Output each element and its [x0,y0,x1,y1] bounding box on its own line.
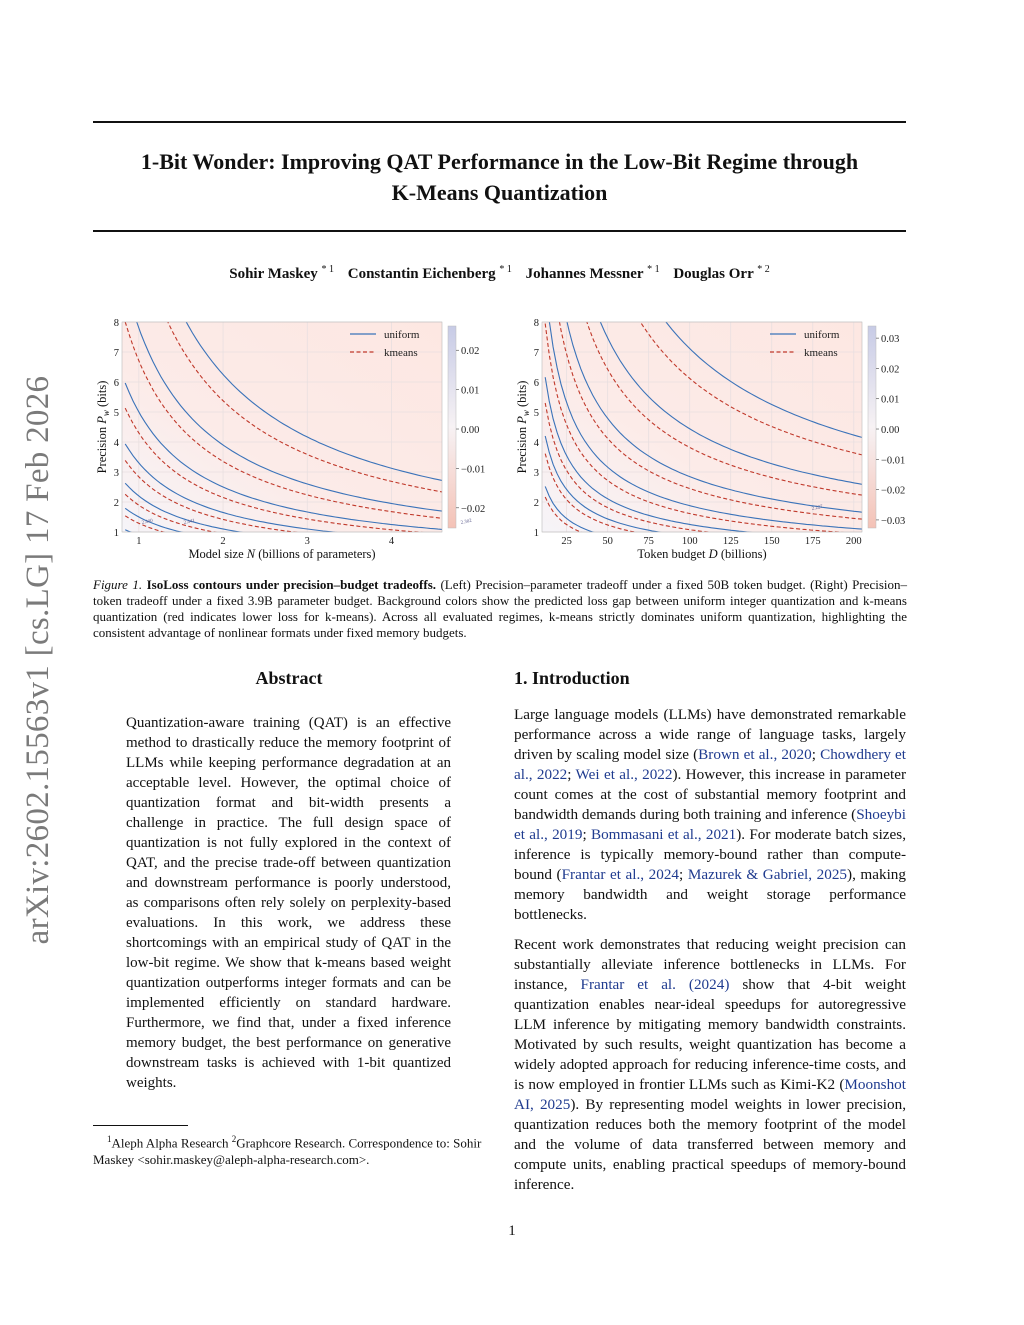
y-tick-label: 6 [533,378,539,389]
intro-paragraph-2: Recent work demonstrates that reducing weight precision can substantially alleviate inference bottlenecks in LLMs. For instance, Frantar et al. (2024) show that 4-bit weight quantization enables near-ideal speedups for autoregressive LLM inference by mitigating memory bandwidth constraints. Motivated by such results, weight quantization has become a widely adopted approach for reducing inference-time costs, and is now employed in frontier LLMs such as Kimi-K2 (Moonshot AI, 2025). By representing model weights in lower precision, quantization reduces both the memory footprint of the model and the volume of data transferred between memory and compute units, enabling practical speedups of memory-bound inference. [514,936,906,1193]
x-tick-label: 150 [763,536,780,547]
x-tick-label: 75 [643,536,654,547]
y-axis-label [515,381,531,474]
x-tick-label: 100 [681,536,698,547]
y-tick-label: 5 [533,408,539,419]
abstract-heading: Abstract [255,668,323,688]
legend-kmeans-label: kmeans [804,347,838,359]
legend-uniform-label: uniform [804,329,840,341]
colorbar-tick-label: 0.00 [881,425,900,437]
y-axis-label-part: (bits) [515,380,529,411]
x-tick-label: 50 [602,536,613,547]
y-tick-label: 7 [533,348,539,359]
author: Johannes Messner $^{* 1}$ [525,264,660,282]
y-axis-label [95,381,111,474]
author: Douglas Orr $^{* 2}$ [673,264,770,282]
y-axis-label-part: P [95,416,109,424]
y-tick-label: 3 [113,468,119,479]
colorbar-tick-label: 0.00 [461,425,480,437]
citation-link[interactable]: Wei et al., 2022 [575,766,673,783]
citation-link[interactable]: Bommasani et al., 2021 [590,826,737,843]
caption-label: Figure 1. [93,577,143,592]
colorbar-tick-label: −0.02 [461,503,486,515]
x-tick-label: 1 [136,536,142,547]
author-list [93,264,906,283]
introduction-body [514,705,906,1205]
colorbar [448,326,456,528]
colorbar [868,326,876,528]
colorbar-tick-label: −0.03 [881,515,906,527]
x-axis-label-text: (billions) [717,547,767,561]
colorbar-tick-label: −0.01 [461,464,486,476]
section-heading: 1. Introduction [514,668,630,688]
colorbar-tick-label: 0.01 [461,385,480,397]
colorbar-tick-label: 0.03 [881,334,900,346]
legend-kmeans-label: kmeans [384,347,418,359]
x-tick-label: 4 [388,536,395,547]
y-tick-label: 4 [533,438,539,449]
title-line-1: 1-Bit Wonder: Improving QAT Performance in the Low-Bit Regime through [140,149,859,174]
y-axis-label-part: (bits) [95,380,109,411]
isoloss-chart-left [92,310,492,570]
x-axis-label [637,547,766,561]
y-tick-label: 7 [113,348,119,359]
y-tick-label: 8 [113,318,119,329]
x-axis-label-var: D [708,547,718,561]
figure-caption [93,577,907,641]
y-tick-label: 5 [113,408,119,419]
colorbar-tick-label: 0.01 [881,394,900,406]
citation-link[interactable]: Moonshot AI, 2025 [514,1076,906,1113]
y-tick-label: 3 [533,468,539,479]
x-tick-label: 175 [804,536,821,547]
title-line-2: K-Means Quantization [391,180,608,205]
page-number: 1 [508,1223,516,1239]
citation-link[interactable]: Frantar et al. (2024) [580,976,730,993]
x-tick-label: 125 [722,536,739,547]
y-tick-label: 1 [533,528,539,539]
paper-title [93,146,906,208]
footnote-rule [93,1125,188,1126]
x-tick-label: 25 [561,536,572,547]
title-rule-bottom [93,230,906,232]
y-tick-label: 8 [533,318,539,329]
contour-label: 2.302 [460,518,473,526]
footnote: $^1$Aleph Alpha Research $^2$Graphcore Research. Correspondence to: Sohir Maskey <sohir.maskey@aleph-alpha-research.com>. [93,1134,482,1168]
y-axis-label-part: w [521,410,531,417]
colorbar-tick-label: −0.01 [881,455,906,467]
abstract-body: Quantization-aware training (QAT) is an effective method to drastically reduce the memory footprint of LLMs while keeping performance degradation at an acceptable level. However, the optimal choice of quantization format and bit-width presents a challenge in practice. The full design space of quantization is not fully explored in the context of QAT, and the precise trade-off between quantization and downstream performance is poorly understood, as comparisons often rely solely on perplexity-based evaluations. In this work, we address these shortcomings with an empirical study of QAT in the low-bit regime. We show that k-means based weight quantization outperforms integer formats and can be implemented efficiently on standard hardware. Furthermore, we find that, under a fixed inference memory budget, the best performance on generative downstream tasks is achieved with 1-bit quantized weights. [126,715,451,1091]
x-axis-label-text: Token budget [637,547,709,561]
colorbar-tick-label: −0.02 [881,485,906,497]
legend-uniform-label: uniform [384,329,420,341]
y-tick-label: 4 [113,438,119,449]
citation-link[interactable]: Mazurek & Gabriel, 2025 [687,866,848,883]
x-tick-label: 2 [220,536,226,547]
author: Constantin Eichenberg $^{* 1}$ [347,264,512,282]
contour-label: 2.400 [141,518,154,526]
citation-link[interactable]: Brown et al., 2020 [698,746,812,763]
y-axis-label-part: Precision [515,423,529,474]
title-rule-top [93,121,906,123]
colorbar-tick-label: 0.02 [461,346,480,358]
y-tick-label: 2 [113,498,119,509]
y-tick-label: 1 [113,528,119,539]
caption-title: IsoLoss contours under precision–budget tradeoffs. [146,577,436,592]
x-tick-label: 200 [845,536,862,547]
citation-link[interactable]: Shoeybi et al., 2019 [514,806,906,843]
isoloss-chart-right [512,310,912,570]
x-tick-label: 3 [304,536,310,547]
x-axis-label [188,547,375,561]
y-axis-label-part: P [515,416,529,424]
intro-paragraph-1: Large language models (LLMs) have demonstrated remarkable performance across a wide range of language tasks, largely driven by scaling model size (Brown et al., 2020; Chowdhery et al., 2022; Wei et al., 2022). However, this increase in parameter count comes at the cost of substantial memory footprint and bandwidth demands during both training and inference (Shoeybi et al., 2019; Bommasani et al., 2021). For moderate batch sizes, inference is typically memory-bound rather than compute-bound (Frantar et al., 2024; Mazurek & Gabriel, 2025), making memory bandwidth and weight storage performance bottlenecks. [514,706,907,923]
y-axis-label-part: Precision [95,423,109,474]
citation-link[interactable]: Chowdhery et al., 2022 [514,746,906,783]
y-tick-label: 2 [533,498,539,509]
contour-label: 2.441 [183,518,196,526]
arxiv-stamp: arXiv:2602.15563v1 [cs.LG] 17 Feb 2026 [20,375,56,945]
contour-label: 2.227 [811,504,824,512]
author: Sohir Maskey $^{* 1}$ [229,264,334,282]
x-axis-label-var: N [246,547,256,561]
citation-link[interactable]: Frantar et al., 2024 [561,866,680,883]
y-axis-label-part: w [101,410,111,417]
y-tick-label: 6 [113,378,119,389]
colorbar-tick-label: 0.02 [881,364,900,376]
x-axis-label-text: (billions of parameters) [255,547,376,561]
x-axis-label-text: Model size [188,547,247,561]
caption-text: (Left) Precision–parameter tradeoff under a fixed 50B token budget. (Right) Precision–token tradeoff under a fixed 3.9B parameter budget. Background colors show the predicted loss gap between uniform integer quantization and k-means quantization (red indicates lower loss for k-means). Across all evaluated regimes, k-means strictly dominates uniform quantization, highlighting the consistent advantage of nonlinear formats under fixed memory budgets. [93,577,908,641]
